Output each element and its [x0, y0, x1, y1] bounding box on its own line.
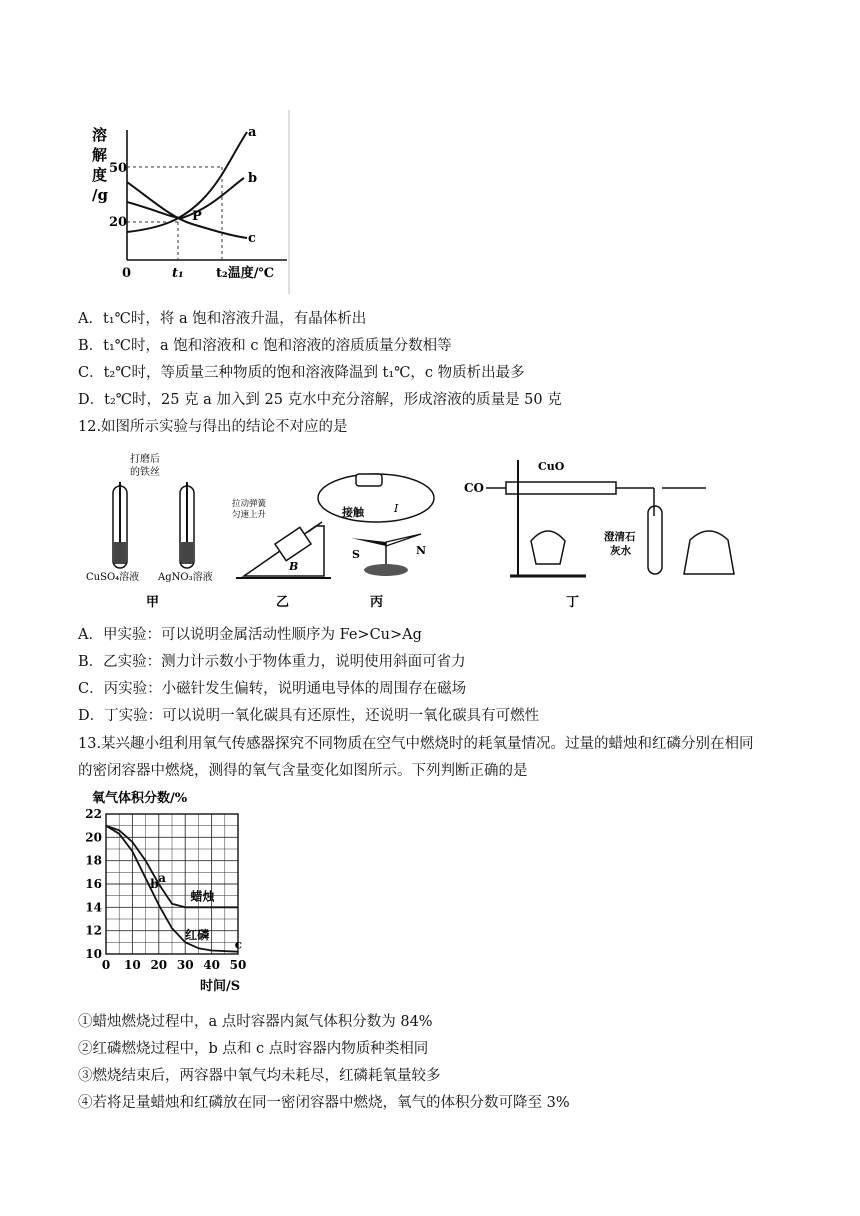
- svg-text:CO: CO: [464, 481, 485, 495]
- q13-statement-3: ③燃烧结束后，两容器中氧气均未耗尽，红磷耗氧量较多: [78, 1068, 441, 1084]
- x-tick-t2: t₂温度/℃: [216, 266, 275, 281]
- svg-text:丁: 丁: [566, 595, 580, 610]
- x-tick-label: 30: [176, 958, 194, 972]
- y-tick-label: 20: [85, 830, 102, 845]
- q12-option-b: B．乙实验：测力计示数小于物体重力，说明使用斜面可省力: [78, 654, 466, 670]
- q11-option-a: A．t₁℃时，将 a 饱和溶液升温，有晶体析出: [78, 311, 367, 327]
- q13-stem-line-1: 13.某兴趣小组利用氧气传感器探究不同物质在空气中燃烧时的耗氧量情况。过量的蜡烛和红磷分别在相同: [78, 736, 754, 752]
- svg-text:的铁丝: 的铁丝: [130, 467, 160, 478]
- q12-figure: [86, 446, 776, 614]
- q11-option-d: D．t₂℃时，25 克 a 加入到 25 克水中充分溶解，形成溶液的质量是 50 克: [78, 392, 562, 408]
- curve-a-label: a: [248, 125, 257, 140]
- fig-jia: [86, 452, 213, 610]
- x-tick-t1: t₁: [172, 266, 184, 281]
- y-label-1: 溶: [92, 126, 108, 144]
- svg-text:澄清石: 澄清石: [604, 531, 636, 543]
- fig-ding: [464, 460, 734, 610]
- annotation-a: a: [158, 871, 166, 885]
- svg-text:AgNO₃溶液: AgNO₃溶液: [158, 572, 213, 583]
- svg-text:S: S: [352, 548, 360, 561]
- q12-option-d: D．丁实验：可以说明一氧化碳具有还原性，还说明一氧化碳具有可燃性: [78, 708, 540, 724]
- y-tick-50: 50: [109, 161, 128, 176]
- svg-text:打磨后: 打磨后: [130, 454, 160, 465]
- svg-text:乙: 乙: [276, 595, 290, 610]
- y-tick-20: 20: [109, 215, 128, 230]
- q13-statement-1: ①蜡烛燃烧过程中，a 点时容器内氮气体积分数为 84%: [78, 1014, 433, 1030]
- curve-b-label: b: [248, 171, 258, 186]
- q12-option-a: A．甲实验：可以说明金属活动性顺序为 Fe>Cu>Ag: [78, 627, 422, 643]
- point-p-label: P: [192, 209, 202, 224]
- q11-option-c: C．t₂℃时，等质量三种物质的饱和溶液降温到 t₁℃，c 物质析出最多: [78, 365, 525, 381]
- y-label-4: /g: [92, 186, 108, 204]
- x-tick-label: 40: [203, 958, 220, 972]
- svg-text:I: I: [394, 502, 399, 515]
- fig-yi: [232, 498, 331, 610]
- y-tick-label: 14: [85, 900, 102, 915]
- svg-text:拉动弹簧: 拉动弹簧: [232, 499, 267, 509]
- x-tick-label: 50: [229, 958, 247, 972]
- q12-option-c: C．丙实验：小磁针发生偏转，说明通电导体的周围存在磁场: [78, 681, 467, 697]
- x-tick-0: 0: [122, 266, 132, 281]
- y-label-3: 度: [92, 166, 108, 184]
- q13-statement-2: ②红磷燃烧过程中，b 点和 c 点时容器内物质种类相同: [78, 1041, 429, 1057]
- svg-text:灰水: 灰水: [610, 545, 631, 557]
- y-tick-label: 16: [85, 877, 102, 891]
- curve-c-label: c: [248, 231, 256, 246]
- q13-statement-4: ④若将足量蜡烛和红磷放在同一密闭容器中燃烧，氧气的体积分数可降至 3%: [78, 1095, 570, 1111]
- x-tick-label: 0: [101, 958, 111, 972]
- x-tick-label: 20: [150, 958, 168, 972]
- series-label: 蜡烛: [190, 889, 215, 904]
- y-tick-label: 22: [85, 807, 102, 821]
- y-tick-label: 10: [85, 947, 102, 961]
- fig-bing: [318, 474, 434, 610]
- oxygen-chart: [82, 786, 262, 1000]
- y-tick-label: 12: [85, 923, 102, 938]
- y-label-2: 解: [92, 146, 108, 164]
- y-tick-label: 18: [85, 853, 102, 868]
- q13-stem-line-2: 的密闭容器中燃烧，测得的氧气含量变化如图所示。下列判断正确的是: [78, 763, 528, 779]
- annotation-c: c: [234, 937, 243, 952]
- svg-text:B: B: [289, 560, 299, 573]
- q11-option-b: B．t₁℃时，a 饱和溶液和 c 饱和溶液的溶质质量分数相等: [78, 338, 452, 354]
- svg-text:丙: 丙: [370, 595, 384, 610]
- svg-text:甲: 甲: [146, 595, 160, 610]
- svg-text:N: N: [416, 544, 427, 557]
- x-tick-label: 10: [124, 958, 141, 972]
- q12-stem: 12.如图所示实验与得出的结论不对应的是: [78, 419, 348, 435]
- svg-text:接触: 接触: [342, 506, 364, 519]
- svg-text:CuO: CuO: [538, 460, 565, 473]
- series-label: 红磷: [185, 927, 210, 942]
- svg-text:匀速上升: 匀速上升: [232, 510, 267, 520]
- svg-text:CuSO₄溶液: CuSO₄溶液: [86, 572, 140, 583]
- chart-ylabel: 氧气体积分数/%: [92, 791, 188, 806]
- annotation-b: b: [150, 876, 159, 891]
- chart-xlabel: 时间/S: [200, 979, 241, 994]
- solubility-chart: [82, 110, 294, 294]
